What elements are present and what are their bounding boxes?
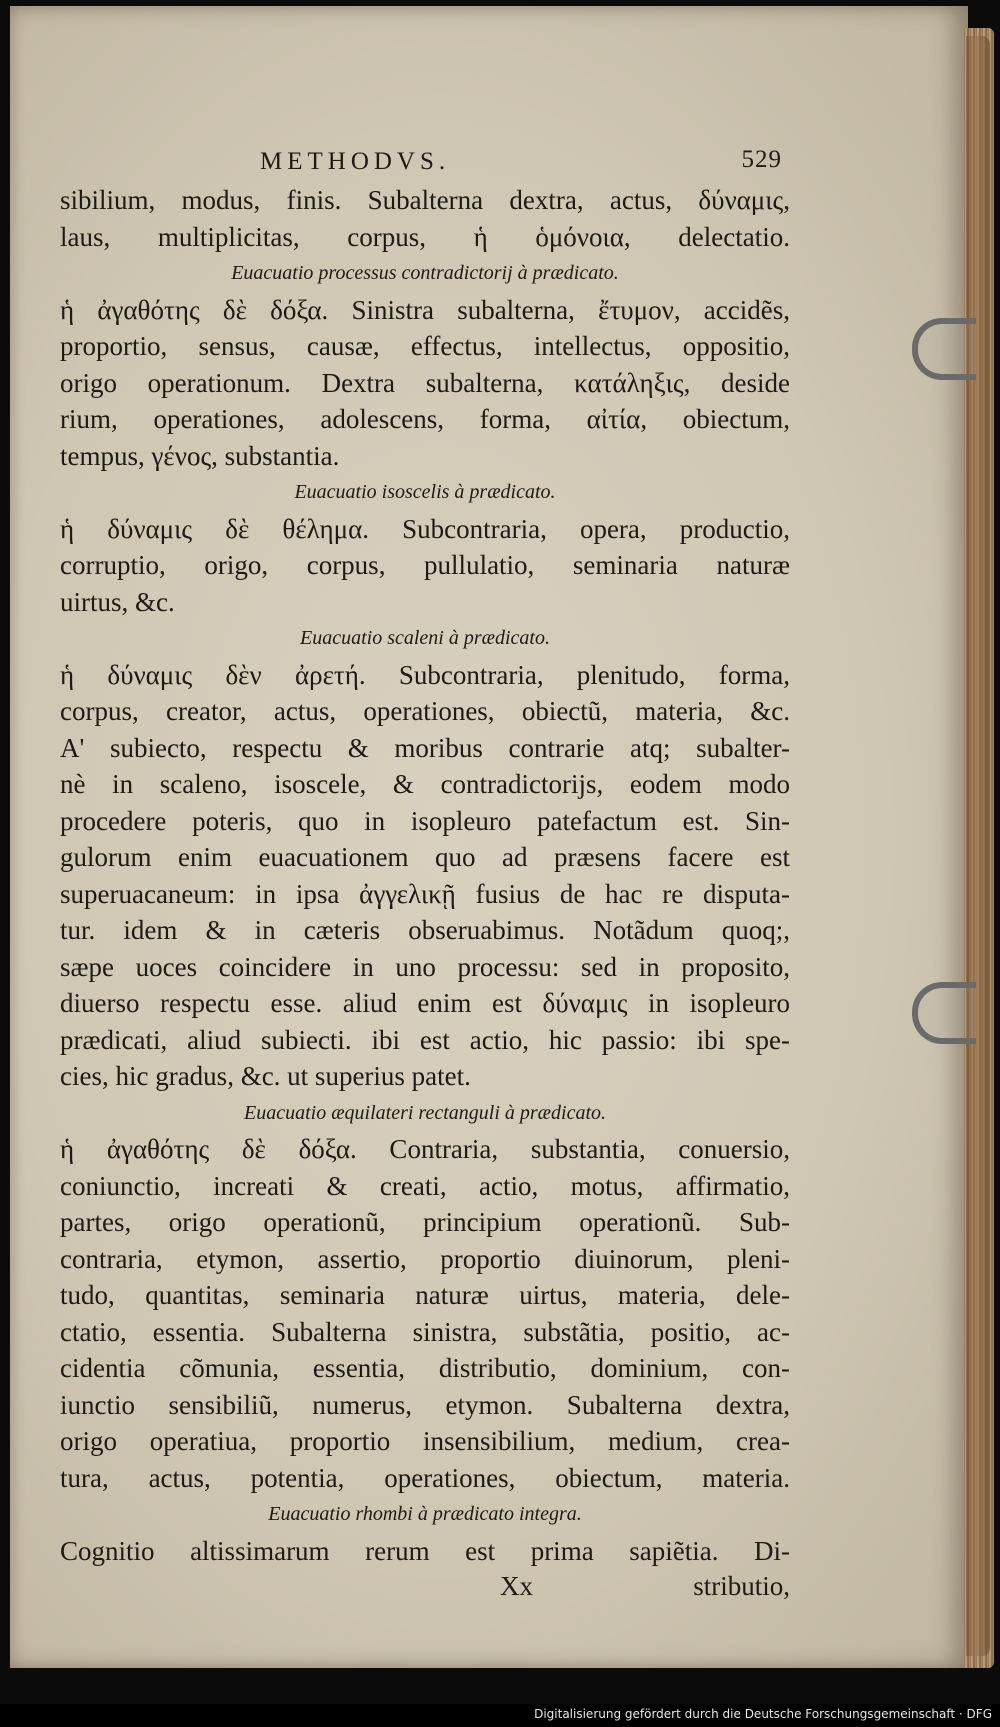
- text-line: uirtus, &c.: [60, 586, 175, 617]
- text-line: procedere poteris, quo in isopleuro patefactum est. Sin-: [60, 805, 790, 836]
- text-line: tura, actus, potentia, operationes, obiectum, materia.: [60, 1462, 790, 1493]
- catchword: stributio,: [693, 1571, 790, 1601]
- text-line: coniunctio, increati & creati, actio, motus, affirmatio,: [60, 1170, 790, 1201]
- text-line: nè in scaleno, isoscele, & contradictorijs, eodem modo: [60, 769, 790, 799]
- text-line: partes, origo operationũ, principium operationũ. Sub-: [60, 1207, 790, 1237]
- text-line: corpus, creator, actus, operationes, obiectũ, materia, &c.: [60, 696, 790, 726]
- running-header: [60, 142, 782, 182]
- page-clip: [912, 318, 976, 380]
- text-line: tudo, quantitas, seminaria naturæ uirtus, materia, dele-: [60, 1280, 790, 1310]
- running-title: METHODVS.: [260, 148, 451, 175]
- text-line: iunctio sensibiliũ, numerus, etymon. Subalterna dextra,: [60, 1389, 790, 1420]
- section-heading: Euacuatio isoscelis à prædicato.: [294, 481, 556, 503]
- page-number: 529: [741, 146, 782, 173]
- book-spine-shadow: [966, 36, 990, 1656]
- text-line: laus, multiplicitas, corpus, ἡ ὁμόνοια, delectatio.: [60, 221, 790, 252]
- text-line: superuacaneum: in ipsa ἀγγελικῇ fusius de hac re disputa-: [60, 878, 790, 909]
- text-line: contraria, etymon, assertio, proportio diuinorum, pleni-: [60, 1243, 790, 1274]
- signature-mark: Xx: [500, 1571, 533, 1601]
- section-heading: Euacuatio rhombi à prædicato integra.: [268, 1503, 582, 1525]
- text-line: Cognitio altissimarum rerum est prima sapiẽtia. Di-: [60, 1535, 790, 1566]
- text-line: tempus, γένος, substantia.: [60, 440, 340, 471]
- funding-credit: Digitalisierung gefördert durch die Deutsche Forschungsgemeinschaft · DFG: [534, 1707, 992, 1721]
- text-line: origo operatiua, proportio insensibilium, medium, crea-: [60, 1426, 790, 1456]
- text-line: prædicati, aliud subiecti. ibi est actio, hic passio: ibi spe-: [60, 1024, 790, 1055]
- text-line: gulorum enim euacuationem quo ad præsens facere est: [60, 842, 790, 872]
- text-line: corruptio, origo, corpus, pullulatio, seminaria naturæ: [60, 550, 790, 580]
- text-line: ἡ ἀγαθότης δὲ δόξα. Sinistra subalterna, ἔτυμον, accidẽs,: [60, 294, 790, 325]
- text-line: cidentia cõmunia, essentia, distributio, dominium, con-: [60, 1353, 790, 1383]
- digitization-footer: [0, 1704, 1000, 1727]
- page-clip: [912, 982, 976, 1044]
- text-line: ἡ ἀγαθότης δὲ δόξα. Contraria, substantia, conuersio,: [60, 1134, 790, 1164]
- text-line: ctatio, essentia. Subalterna sinistra, substãtia, positio, ac-: [60, 1316, 790, 1347]
- text-line: sibilium, modus, finis. Subalterna dextra, actus, δύναμις,: [60, 185, 790, 215]
- text-line: origo operationum. Dextra subalterna, κατάληξις, deside: [60, 367, 790, 398]
- text-line: diuerso respectu esse. aliud enim est δύναμις in isopleuro: [60, 988, 790, 1018]
- section-heading: Euacuatio æquilateri rectanguli à prædicato.: [243, 1101, 606, 1124]
- text-line: rium, operationes, adolescens, forma, αἰτία, obiectum,: [60, 404, 790, 434]
- section-heading: Euacuatio processus contradictorij à prædicato.: [231, 262, 619, 284]
- text-line: A' subiecto, respectu & moribus contrarie atq; subalter-: [60, 732, 790, 763]
- text-line: tur. idem & in cæteris obseruabimus. Notãdum quoq;,: [60, 915, 790, 945]
- book-page: [10, 6, 968, 1668]
- catchline: [60, 1569, 790, 1603]
- page-text-block: [60, 142, 790, 1603]
- text-line: proportio, sensus, causæ, effectus, intellectus, oppositio,: [60, 331, 790, 361]
- section-heading: Euacuatio scaleni à prædicato.: [300, 627, 550, 649]
- text-line: ἡ δύναμις δὲν ἀρετή. Subcontraria, plenitudo, forma,: [60, 659, 790, 690]
- text-line: sæpe uoces coincidere in uno processu: sed in proposito,: [60, 951, 790, 982]
- text-line: ἡ δύναμις δὲ θέλημα. Subcontraria, opera, productio,: [60, 513, 790, 544]
- text-line: cies, hic gradus, &c. ut superius patet.: [60, 1061, 471, 1091]
